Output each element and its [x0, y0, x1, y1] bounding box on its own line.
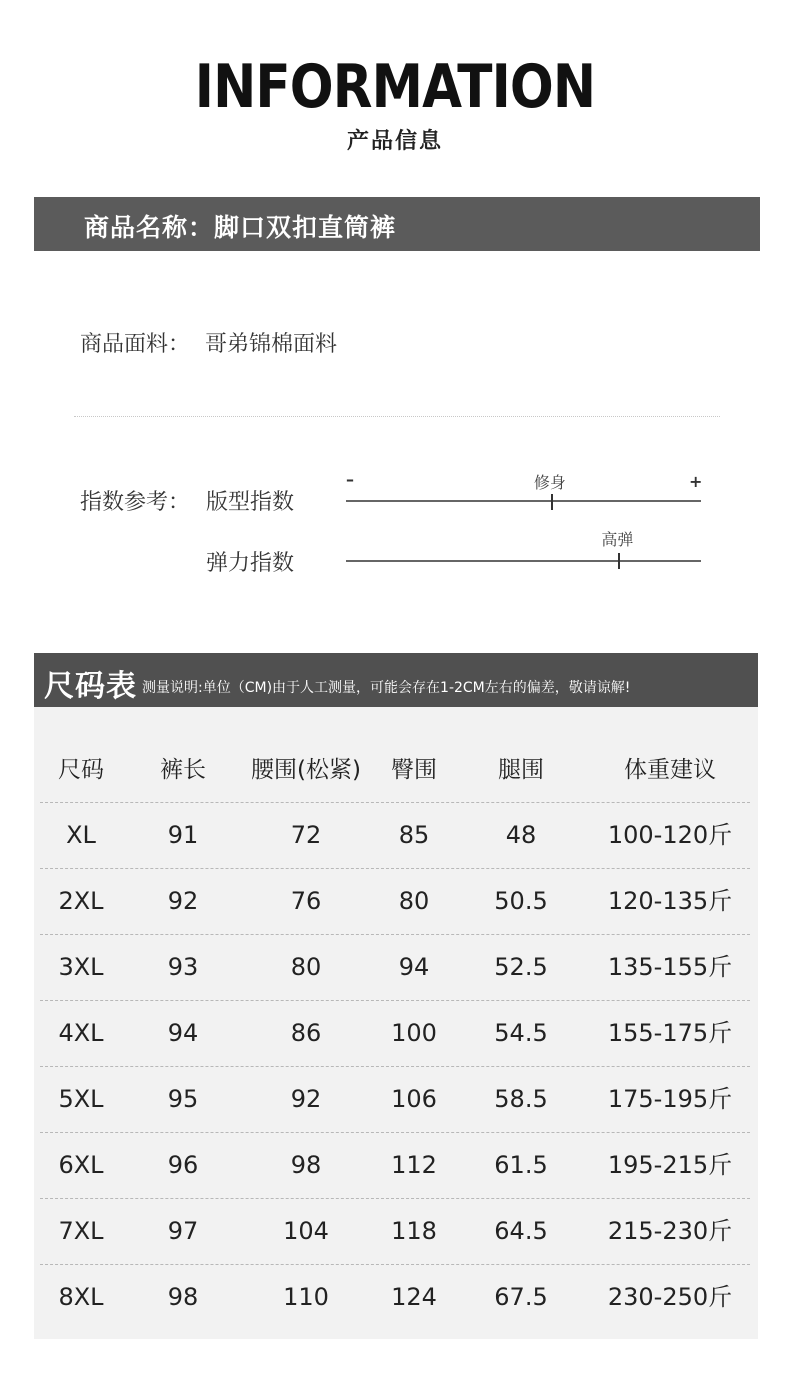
size-table — [34, 707, 758, 1339]
page-subtitle: 产品信息 — [346, 129, 443, 154]
column-header: 体重建议 — [624, 757, 716, 783]
table-cell: 100 — [391, 1019, 437, 1047]
column-header: 臀围 — [391, 757, 437, 783]
table-cell: 67.5 — [494, 1283, 548, 1311]
section-divider — [74, 416, 720, 417]
fit-index-label: 版型指数 — [206, 490, 295, 515]
scale-plus-sign: + — [689, 472, 703, 491]
fit-index-marker-label: 修身 — [533, 473, 566, 492]
table-cell: 93 — [167, 953, 199, 981]
table-cell: 3XL — [58, 953, 104, 981]
row-divider — [40, 802, 750, 803]
elasticity-index-marker — [618, 553, 620, 569]
product-name-bar — [34, 197, 760, 251]
table-cell: 86 — [290, 1019, 322, 1047]
table-cell: 61.5 — [494, 1151, 548, 1179]
table-cell: 8XL — [58, 1283, 104, 1311]
size-table-header-bar — [34, 653, 758, 707]
table-cell: 5XL — [58, 1085, 104, 1113]
table-cell: 80 — [398, 887, 430, 915]
table-cell: 80 — [290, 953, 322, 981]
column-header: 裤长 — [160, 757, 206, 783]
table-cell: 230-250斤 — [607, 1283, 733, 1311]
table-cell: 175-195斤 — [607, 1085, 733, 1113]
table-cell: 4XL — [58, 1019, 104, 1047]
table-cell: 85 — [398, 821, 430, 849]
row-divider — [40, 868, 750, 869]
table-cell: 54.5 — [494, 1019, 548, 1047]
column-header: 腰围(松紧) — [251, 757, 361, 783]
table-cell: 94 — [398, 953, 430, 981]
table-cell: 110 — [283, 1283, 329, 1311]
table-cell: 98 — [290, 1151, 322, 1179]
size-table-note: 测量说明:单位（CM)由于人工测量，可能会存在1-2CM左右的偏差，敬请谅解! — [142, 680, 631, 696]
table-cell: 6XL — [58, 1151, 104, 1179]
fit-index-marker — [551, 494, 553, 510]
row-divider — [40, 934, 750, 935]
table-cell: 64.5 — [494, 1217, 548, 1245]
table-cell: 95 — [167, 1085, 199, 1113]
column-header: 腿围 — [498, 757, 544, 783]
row-divider — [40, 1000, 750, 1001]
table-cell: 52.5 — [494, 953, 548, 981]
table-cell: XL — [66, 821, 96, 849]
table-cell: 106 — [391, 1085, 437, 1113]
table-cell: 195-215斤 — [607, 1151, 733, 1179]
row-divider — [40, 1264, 750, 1265]
table-cell: 92 — [290, 1085, 322, 1113]
column-header: 尺码 — [58, 757, 104, 783]
row-divider — [40, 1132, 750, 1133]
table-cell: 50.5 — [494, 887, 548, 915]
page-title: INFORMATION — [194, 52, 596, 122]
elasticity-index-marker-label: 高弹 — [601, 530, 634, 549]
table-cell: 92 — [167, 887, 199, 915]
table-cell: 48 — [505, 821, 537, 849]
table-cell: 118 — [391, 1217, 437, 1245]
table-cell: 72 — [290, 821, 322, 849]
table-cell: 124 — [391, 1283, 437, 1311]
table-cell: 104 — [283, 1217, 329, 1245]
table-cell: 155-175斤 — [607, 1019, 733, 1047]
size-table-title: 尺码表 — [44, 669, 137, 704]
elasticity-index-label: 弹力指数 — [206, 551, 295, 576]
table-cell: 94 — [167, 1019, 199, 1047]
table-cell: 97 — [167, 1217, 199, 1245]
product-name: 商品名称：脚口双扣直筒裤 — [84, 213, 397, 242]
fabric-value: 哥弟锦棉面料 — [205, 332, 338, 357]
table-cell: 98 — [167, 1283, 199, 1311]
fit-index-scale — [346, 500, 701, 502]
index-section-label: 指数参考： — [80, 490, 191, 515]
row-divider — [40, 1198, 750, 1199]
scale-minus-sign: – — [346, 470, 354, 489]
table-cell: 76 — [290, 887, 322, 915]
table-cell: 2XL — [58, 887, 104, 915]
table-cell: 7XL — [58, 1217, 104, 1245]
row-divider — [40, 1066, 750, 1067]
fabric-label: 商品面料： — [80, 332, 191, 357]
table-cell: 120-135斤 — [607, 887, 733, 915]
table-cell: 215-230斤 — [607, 1217, 733, 1245]
table-cell: 135-155斤 — [607, 953, 733, 981]
table-cell: 91 — [167, 821, 199, 849]
table-cell: 96 — [167, 1151, 199, 1179]
table-cell: 112 — [391, 1151, 437, 1179]
table-cell: 58.5 — [494, 1085, 548, 1113]
table-cell: 100-120斤 — [607, 821, 733, 849]
elasticity-index-scale — [346, 560, 701, 562]
